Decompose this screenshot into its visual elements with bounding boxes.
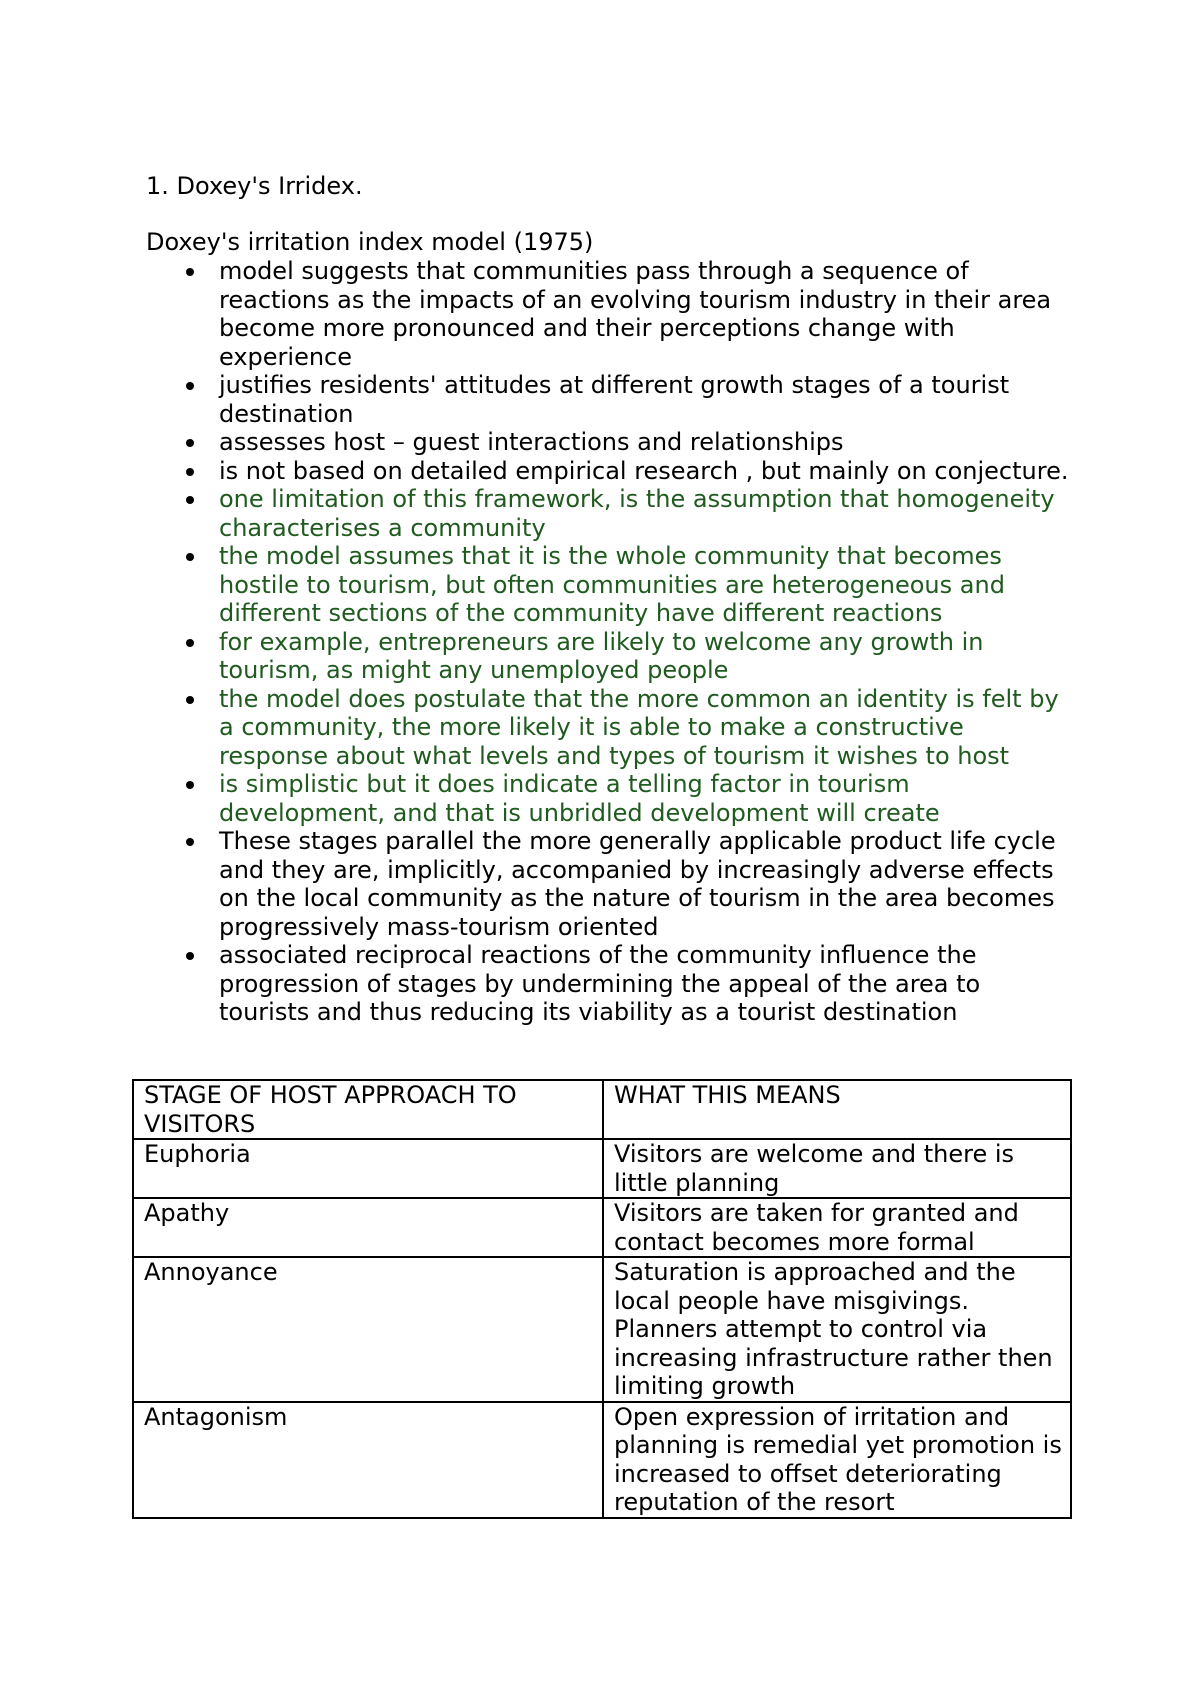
bullet-item: the model assumes that it is the whole community that becomes hostile to tourism, but often communities are heterogeneous and different sections of the community have different reactions: [146, 542, 1076, 628]
model-subheading: Doxey's irritation index model (1975): [146, 228, 594, 256]
bullet-item: associated reciprocal reactions of the community influence the progression of stages by undermining the appeal of the area to tourists and thus reducing its viability as a tourist destination: [146, 941, 1076, 1027]
meaning-cell: Saturation is approached and the local people have misgivings. Planners attempt to control via increasing infrastructure rather then limiting growth: [603, 1257, 1071, 1402]
stage-cell: Antagonism: [133, 1402, 603, 1518]
bullet-item: justifies residents' attitudes at different growth stages of a tourist destination: [146, 371, 1076, 428]
table-row: [133, 1198, 1071, 1257]
bullet-item: These stages parallel the more generally applicable product life cycle and they are, implicitly, accompanied by increasingly adverse effects on the local community as the nature of tourism in the area becomes progressively mass-tourism oriented: [146, 827, 1076, 941]
bullet-item: is not based on detailed empirical research , but mainly on conjecture.: [146, 457, 1076, 486]
bullet-item: is simplistic but it does indicate a telling factor in tourism development, and that is unbridled development will create: [146, 770, 1076, 827]
table-header-row: [133, 1080, 1071, 1139]
meaning-cell: Visitors are taken for granted and contact becomes more formal: [603, 1198, 1071, 1257]
bullet-item: model suggests that communities pass through a sequence of reactions as the impacts of an evolving tourism industry in their area become more pronounced and their perceptions change with experience: [146, 257, 1076, 371]
table-row: [133, 1139, 1071, 1198]
bullet-item: one limitation of this framework, is the assumption that homogeneity characterises a community: [146, 485, 1076, 542]
table-row: [133, 1402, 1071, 1518]
meaning-cell: Visitors are welcome and there is little planning: [603, 1139, 1071, 1198]
bullet-item: the model does postulate that the more common an identity is felt by a community, the more likely it is able to make a constructive response about what levels and types of tourism it wishes to host: [146, 685, 1076, 771]
meaning-cell: Open expression of irritation and planning is remedial yet promotion is increased to offset deteriorating reputation of the resort: [603, 1402, 1071, 1518]
table-header-cell: STAGE OF HOST APPROACH TO VISITORS: [133, 1080, 603, 1139]
section-heading: 1. Doxey's Irridex.: [146, 172, 363, 200]
bullet-list: [146, 257, 1076, 1027]
stages-table: [132, 1079, 1072, 1519]
bullet-item: for example, entrepreneurs are likely to welcome any growth in tourism, as might any unemployed people: [146, 628, 1076, 685]
stage-cell: Euphoria: [133, 1139, 603, 1198]
table-header-cell: WHAT THIS MEANS: [603, 1080, 1071, 1139]
stage-cell: Annoyance: [133, 1257, 603, 1402]
table-row: [133, 1257, 1071, 1402]
bullet-item: assesses host – guest interactions and relationships: [146, 428, 1076, 457]
stage-cell: Apathy: [133, 1198, 603, 1257]
